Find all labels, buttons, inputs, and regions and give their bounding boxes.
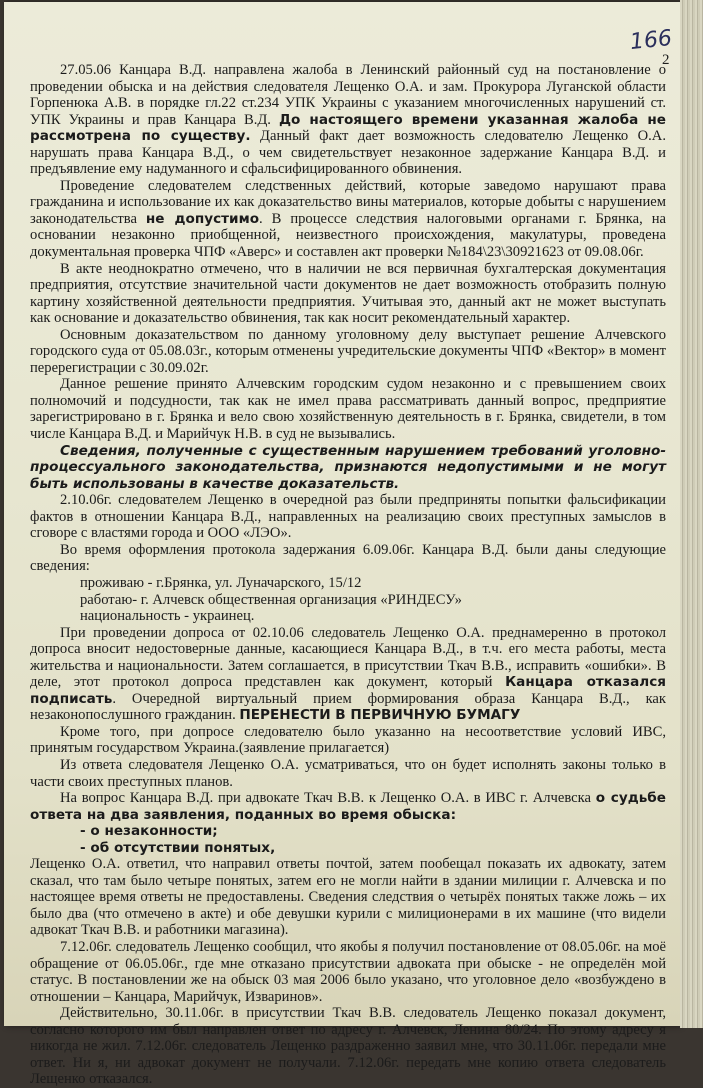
paragraph-text: В акте неоднократно отмечено, что в наличии не вся первичная бухгалтерская документация предприятия, отсутствие значительной части документов не дает возможность отобразить полную картину хозяйственной деятельности предприятия. Учитывая это, данный акт не может выступать как основание и доказательство обвинения, так как носит рекомендательный характер. <box>30 260 666 327</box>
paragraph-p17 <box>30 840 666 857</box>
paragraph-p4 <box>30 327 666 377</box>
paragraph-text: национальность - украинец. <box>80 608 255 625</box>
paragraph-text: работаю- г. Алчевск общественная организация «РИНДЕСУ» <box>80 591 462 608</box>
paragraph-text: 2.10.06г. следователем Лещенко в очередной раз были предприняты попытки фальсификации фактов в отношении Канцара В.Д., направленных на реализацию своих преступных замыслов в сговоре с властями города и ООО «ЛЭО». <box>30 492 666 542</box>
paragraph-text: 27.05.06 Канцара В.Д. направлена жалоба в Ленинский районный суд на постановление о проведении обыска и на действия следователя Лещенко О.А. и зам. Прокурора Луганской области Горпенюка А.В. в порядке гл.22 ст.234 УПК Украины с указанием многочисленных нарушений ст. УПК Украины и прав Канцара В.Д. <box>30 62 666 128</box>
paragraph-text: Данный факт дает возможность следователю Лещенко О.А. нарушать права Канцара В.Д., о чем свидетельствует незаконное задержание Канцара В.Д. и предъявление ему надуманного и сфальсифицированного обвинения. <box>30 128 666 178</box>
paragraph-p19 <box>30 939 666 1005</box>
emphasis-text: - об отсутствии понятых, <box>80 839 276 856</box>
paragraph-p2 <box>30 178 666 261</box>
paragraph-p12 <box>30 625 666 724</box>
stacked-page-edges <box>680 0 703 1028</box>
paragraph-p3 <box>30 261 666 327</box>
paragraph-p9 <box>30 575 666 592</box>
paragraph-p10 <box>30 592 666 609</box>
paragraph-text: Основным доказательством по данному уголовному делу выступает решение Алчевского городского суда от 05.08.03г., которым отменены учредительские документы ЧПФ «Вектор» в момент перерегистрации с 30.09.02г. <box>30 326 666 376</box>
paragraph-p18 <box>30 856 666 939</box>
emphasis-text: ПЕРЕНЕСТИ В ПЕРВИЧНУЮ БУМАГУ <box>239 707 521 724</box>
paragraph-text: Кроме того, при допросе следователю было указанно на несоответствие условий ИВС, принятым государством Украина.(заявление прилагается) <box>30 723 666 757</box>
paragraph-text: Лещенко О.А. ответил, что направил ответы почтой, затем пообещал показать их адвокату, затем сказал, что там было четыре понятых, затем его не могли найти в здании милиции г. Алчевска и по настоящее время ответы не предоставлены. Сведения следствия о четырёх понятых также ложь – их было два (что отмечено в акте) и обе девушки курили с милиционерами в их машине (что видели адвокат Ткач В.В. и работники магазина). <box>30 856 666 939</box>
document-page <box>4 2 680 1088</box>
paragraph-p1 <box>30 62 666 178</box>
paragraph-p7 <box>30 492 666 542</box>
paragraph-text: . Очередной виртуальный прием формирования образа Канцара В.Д., как незаконопослушного гражданин. <box>30 690 666 724</box>
emphasis-text: Сведения, полученные с существенным нарушением требований уголовно-процессуального законодательства, признаются недопустимыми и не могут быть использованы в качестве доказательств. <box>30 442 666 492</box>
page-number: 2 <box>662 52 670 68</box>
paragraph-p14 <box>30 757 666 790</box>
emphasis-text: о судьбе ответа на два заявления, поданных во время обыска: <box>30 790 666 823</box>
paragraph-p15 <box>30 790 666 823</box>
paragraph-text: Из ответа следователя Лещенко О.А. усматриваться, что он будет исполнять законы только в части своих преступных планов. <box>30 756 666 790</box>
emphasis-text: - о незаконности; <box>80 823 218 840</box>
paragraph-text: Проведение следователем следственных действий, которые заведомо нарушают права гражданина и использование их как доказательство вины материалов, которые добыты с нарушением законодательства <box>30 177 666 227</box>
paragraph-p16 <box>30 823 666 840</box>
paragraph-text: При проведении допроса от 02.10.06 следователь Лещенко О.А. преднамеренно в протокол допроса вносит недостоверные данные, касающиеся Канцара В.Д., в т.ч. его места работы, места жительства и национальности. Затем соглашается, в присутствии Ткач В.В., исправить «ошибки». В деле, этот протокол допроса представлен как документ, который <box>30 624 666 691</box>
emphasis-text: До настоящего времени указанная жалоба не рассмотрена по существу. <box>30 111 667 145</box>
paragraph-text: Действительно, 30.11.06г. в присутствии Ткач В.В. следователь Лещенко показал документ, согласно которого им был направлен ответ по адресу г. Алчевск, Ленина 80/24. По этому адресу я никогда не жил. 7.12.06г. следователь Лещенко раздраженно заявил мне, что 30.11.06г. передали мне ответ. Ни я, ни адвокат документ не получали. 7.12.06г. передать мне копию ответа следователь Лещенко отказался. <box>30 1005 666 1088</box>
paragraph-p20 <box>30 1005 666 1088</box>
emphasis-text: не допустимо <box>145 210 260 227</box>
paragraph-p5 <box>30 376 666 442</box>
paragraph-text: Во время оформления протокола задержания 6.09.06г. Канцара В.Д. были даны следующие сведения: <box>30 541 666 575</box>
paragraph-text: Данное решение принято Алчевским городским судом незаконно и с превышением своих полномочий и подсудности, так как не имел права рассматривать данный вопрос, предприятие зарегистрировано в г. Брянка и вело свою хозяйственную деятельность в г. Брянка, свидетели, в том числе Канцара В.Д. и Марийчук Н.В. в суд не вызывались. <box>30 376 666 443</box>
paragraph-p13 <box>30 724 666 757</box>
document-body <box>30 62 666 1088</box>
paragraph-p11 <box>30 608 666 625</box>
paragraph-text: На вопрос Канцара В.Д. при адвокате Ткач В.В. к Лещенко О.А. в ИВС г. Алчевска <box>60 790 596 807</box>
emphasis-text: Канцара отказался подписать <box>30 674 666 707</box>
paragraph-text: . В процессе следствия налоговыми органами г. Брянка, на основании незаконно приобщенной, неизвестного происхождения, макулатуры, проведена документальная проверка ЧПФ «Аверс» и составлен акт проверки №184\23\30921623 от 09.08.06г. <box>30 210 666 261</box>
paragraph-p8 <box>30 542 666 575</box>
paragraph-text: 7.12.06г. следователь Лещенко сообщил, что якобы я получил постановление от 08.05.06г. на моё обращение от 06.05.06г., где мне отказано присутствии адвоката при обыске - не определён мой статус. В постановлении же на обыск 03 мая 2006 было указано, что уголовное дело «возбуждено в отношении – Канцара, Марийчук, Изваринов». <box>30 938 666 1005</box>
handwritten-folio-number: 166 <box>628 25 674 56</box>
paragraph-p6 <box>30 443 666 493</box>
paragraph-text: проживаю - г.Брянка, ул. Луначарского, 15/12 <box>80 574 362 591</box>
